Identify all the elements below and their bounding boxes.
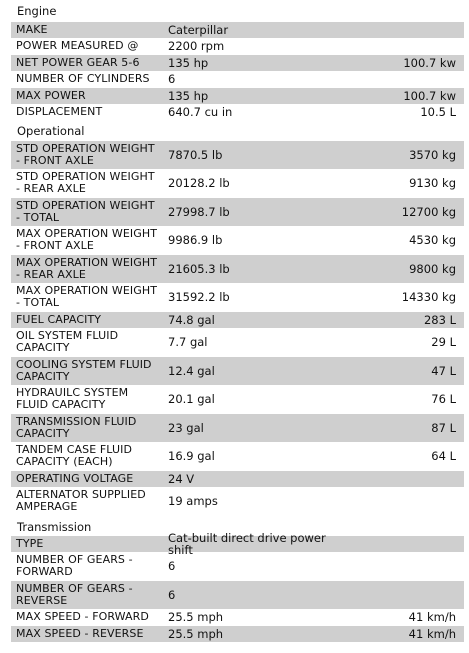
spec-label: MAX OPERATION WEIGHT - TOTAL	[16, 284, 158, 310]
spec-row	[11, 55, 464, 72]
spec-row	[11, 443, 464, 472]
spec-label: STD OPERATION WEIGHT - TOTAL	[16, 198, 155, 224]
spec-label: NUMBER OF CYLINDERS	[16, 72, 150, 86]
spec-value: 24 V	[168, 471, 195, 486]
spec-row	[11, 170, 464, 199]
spec-row	[11, 22, 464, 39]
spec-label: POWER MEASURED @	[16, 39, 139, 53]
spec-value-metric: 14330 kg	[401, 290, 456, 305]
spec-label: FUEL CAPACITY	[16, 312, 102, 326]
spec-value-metric: 87 L	[431, 420, 456, 435]
spec-value: 20128.2 lb	[168, 176, 230, 191]
spec-value: 135 hp	[168, 55, 209, 70]
spec-label: MAX POWER	[16, 88, 86, 102]
spec-value-metric: 3570 kg	[409, 147, 456, 162]
spec-value: 19 amps	[168, 494, 218, 509]
spec-value: 135 hp	[168, 88, 209, 103]
spec-row	[11, 88, 464, 105]
spec-value: 7870.5 lb	[168, 147, 223, 162]
spec-value-metric: 29 L	[431, 335, 456, 350]
spec-label: OIL SYSTEM FLUID CAPACITY	[16, 329, 119, 355]
spec-row	[11, 198, 464, 227]
spec-value: 25.5 mph	[168, 610, 224, 625]
spec-label: MAX OPERATION WEIGHT - REAR AXLE	[16, 255, 158, 281]
spec-value: 74.8 gal	[168, 312, 215, 327]
spec-row	[11, 626, 464, 643]
spec-row	[11, 581, 464, 610]
spec-label: MAX OPERATION WEIGHT - FRONT AXLE	[16, 227, 158, 253]
spec-label: NET POWER GEAR 5-6	[16, 55, 140, 69]
spec-row	[11, 227, 464, 256]
spec-value-metric: 12700 kg	[401, 204, 456, 219]
spec-value-metric: 10.5 L	[420, 105, 456, 120]
spec-value: 16.9 gal	[168, 449, 215, 464]
spec-value-metric: 64 L	[431, 449, 456, 464]
spec-value: 6	[168, 587, 176, 602]
spec-row	[11, 553, 464, 582]
spec-label: OPERATING VOLTAGE	[16, 471, 134, 485]
spec-label: STD OPERATION WEIGHT - FRONT AXLE	[16, 141, 155, 167]
spec-row	[11, 610, 464, 627]
spec-value-metric: 47 L	[431, 363, 456, 378]
spec-value: 6	[168, 559, 176, 574]
spec-value: 25.5 mph	[168, 626, 224, 641]
section-title: Engine	[17, 4, 57, 18]
spec-row	[11, 72, 464, 89]
spec-value-metric: 9130 kg	[409, 176, 456, 191]
spec-row	[11, 471, 464, 488]
spec-label: NUMBER OF GEARS - FORWARD	[16, 553, 133, 579]
spec-value: 27998.7 lb	[168, 204, 230, 219]
spec-row	[11, 39, 464, 56]
spec-label: ALTERNATOR SUPPLIED AMPERAGE	[16, 488, 146, 514]
spec-label: NUMBER OF GEARS - REVERSE	[16, 581, 133, 607]
section-title: Transmission	[17, 520, 92, 534]
spec-value-metric: 100.7 kw	[403, 55, 456, 70]
spec-label: COOLING SYSTEM FLUID CAPACITY	[16, 357, 152, 383]
spec-row	[11, 105, 464, 122]
spec-row	[11, 488, 464, 517]
spec-value-metric: 76 L	[431, 392, 456, 407]
spec-value: 23 gal	[168, 420, 204, 435]
spec-value: 640.7 cu in	[168, 105, 233, 120]
spec-label: MAKE	[16, 22, 48, 36]
spec-value: 31592.2 lb	[168, 290, 230, 305]
spec-row	[11, 312, 464, 329]
spec-value: 2200 rpm	[168, 39, 225, 54]
spec-value: 21605.3 lb	[168, 261, 230, 276]
spec-label: TRANSMISSION FLUID CAPACITY	[16, 414, 137, 440]
spec-value-metric: 9800 kg	[409, 261, 456, 276]
spec-label: TYPE	[16, 536, 44, 550]
section-title: Operational	[17, 124, 85, 138]
spec-value: 6	[168, 72, 176, 87]
spec-label: HYDRAUILC SYSTEM FLUID CAPACITY	[16, 386, 129, 412]
spec-label: MAX SPEED - REVERSE	[16, 626, 144, 640]
spec-value: Caterpillar	[168, 22, 229, 37]
spec-label: STD OPERATION WEIGHT - REAR AXLE	[16, 170, 155, 196]
spec-value: 12.4 gal	[168, 363, 215, 378]
spec-value: 9986.9 lb	[168, 233, 223, 248]
spec-value-metric: 41 km/h	[408, 610, 456, 625]
spec-value: Cat-built direct drive power shift	[168, 530, 326, 557]
spec-value: 7.7 gal	[168, 335, 208, 350]
spec-value-metric: 4530 kg	[409, 233, 456, 248]
spec-row	[11, 357, 464, 386]
spec-value-metric: 100.7 kw	[403, 88, 456, 103]
spec-value-metric: 283 L	[423, 312, 456, 327]
spec-value-metric: 41 km/h	[408, 626, 456, 641]
spec-row	[11, 530, 464, 557]
spec-label: TANDEM CASE FLUID CAPACITY (EACH)	[16, 443, 133, 469]
spec-label: DISPLACEMENT	[16, 105, 103, 119]
spec-label: MAX SPEED - FORWARD	[16, 610, 149, 624]
spec-row	[11, 141, 464, 170]
spec-row	[11, 284, 464, 313]
spec-row	[11, 414, 464, 443]
spec-row	[11, 255, 464, 284]
spec-row	[11, 386, 464, 415]
spec-value: 20.1 gal	[168, 392, 215, 407]
spec-row	[11, 329, 464, 358]
